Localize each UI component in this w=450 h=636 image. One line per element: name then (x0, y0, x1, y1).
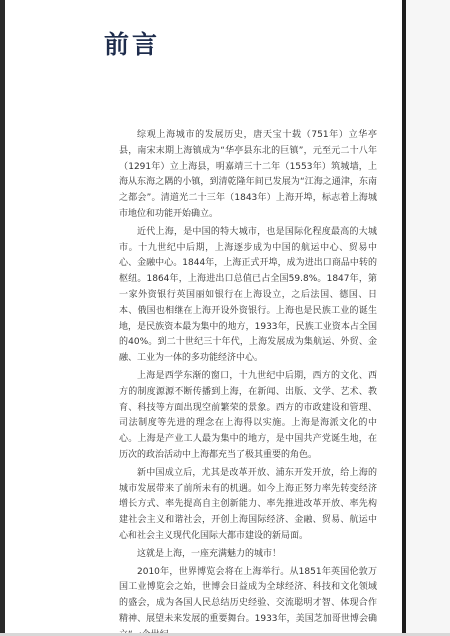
page-right-margin (406, 0, 450, 636)
paragraph-2: 近代上海，是中国的特大城市，也是国际化程度最高的大城市。十九世纪中后期，上海逐步成为中国的航运中心、贸易中心、金融中心。1844年，上海正式开埠，成为进出口商品中转的枢纽。1864年，上海进出口总值已占全国59.8%。1847年，第一家外资银行英国丽如银行在上海设立，之后法国、德国、日本、俄国也相继在上海开设外资银行。上海也是民族工业的诞生地，是民族资本最为集中的地方，1933年，民族工业资本占全国的40%。到二十世纪三十年代，上海发展成为集航运、外贸、金融、工业为一体的多功能经济中心。 (119, 226, 377, 364)
page-left-edge (0, 0, 5, 636)
paragraph-1: 综观上海城市的发展历史，唐天宝十载（751年）立华亭县，南宋末期上海镇成为“华亭县东北的巨镇”，元至元二十八年（1291年）立上海县，明嘉靖三十二年（1553年）筑城墙，上海从东海之隅的小镇，到清乾隆年间已发展为“江海之通津，东南之都会”。清道光二十三年（1843年）上海开埠，标志着上海城市地位和功能开始确立。 (119, 130, 377, 219)
paragraph-6: 2010年，世界博览会将在上海举行。从1851年英国伦敦万国工业博览会之始，世博会日益成为全球经济、科技和文化领域的盛会，成为各国人民总结历史经验、交流聪明才智、体现合作精神、展望未来发展的重要舞台。1933年，美国芝加哥世博会确 (119, 566, 377, 624)
paragraph-4: 新中国成立后，尤其是改革开放、浦东开发开放，给上海的城市发展带来了前所未有的机遇。如今上海正努力率先转变经济增长方式、率先提高自主创新能力、率先推进改革开放、率先构建社会主义和谐社会，开创上海国际经济、金融、贸易、航运中心和社会主义现代化国际大都市建设的新局面。 (119, 467, 377, 541)
paragraph-3: 上海是西学东渐的窗口，十九世纪中后期，西方的文化、西方的制度源源不断传播到上海，在新闻、出版、文学、艺术、教育、科技等方面出现空前繁荣的景象。西方的市政建设和管理、司法制度等先进的理念在上海得以实施。上海是海派文化的中心。上海是产业工人最为集中的地方，是中国共产党诞生地，在历次的政治活动中上海都充当了极其重要的角色。 (119, 370, 377, 460)
page-title: 前言 (104, 30, 161, 59)
preface-body (119, 128, 377, 636)
paragraph-5: 这就是上海，一座充满魅力的城市！ (137, 548, 282, 559)
